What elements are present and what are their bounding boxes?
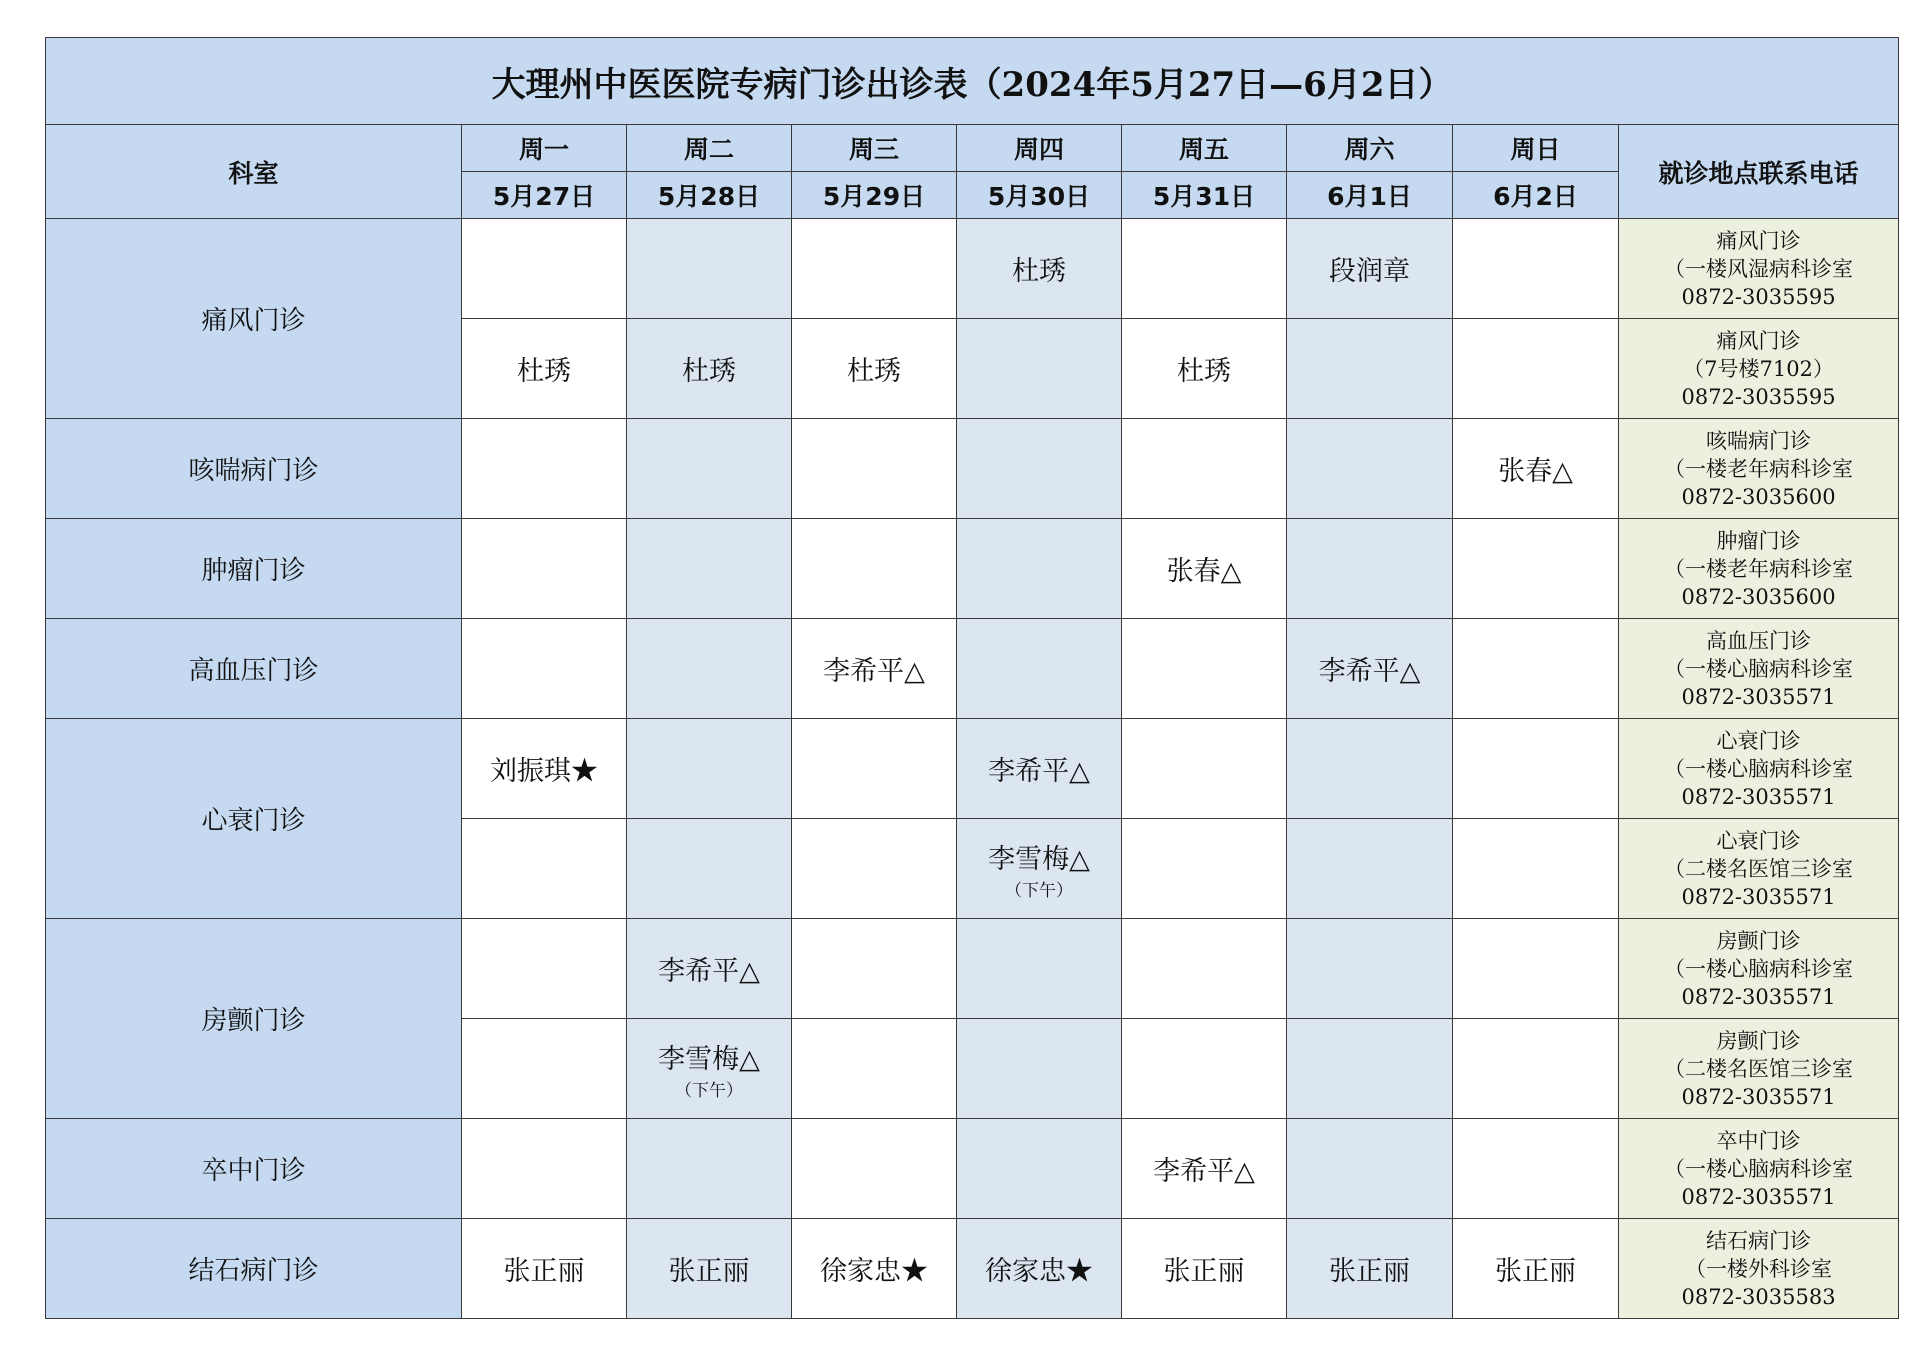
contact-phone: 0872-3035571 [1681,784,1836,809]
contact-phone: 0872-3035600 [1681,484,1836,509]
doctor-name: 张正丽 [1495,1256,1576,1287]
table-row [46,919,1899,1019]
location-cell [1619,619,1899,719]
clinic-name: 房颤门诊 [1716,1028,1801,1053]
department-name: 肿瘤门诊 [46,519,462,619]
header-dept: 科室 [46,125,462,219]
table-row [46,1119,1899,1219]
schedule-cell [627,419,792,519]
schedule-cell [627,519,792,619]
doctor-name: 李希平△ [823,656,925,687]
department-name: 心衰门诊 [46,719,462,919]
department-name: 高血压门诊 [46,619,462,719]
location-cell [1619,919,1899,1019]
schedule-cell [957,419,1122,519]
schedule-cell [792,519,957,619]
schedule-cell [1287,219,1453,319]
schedule-cell [1453,1119,1619,1219]
schedule-cell [1122,919,1287,1019]
header-weekday: 周五 [1122,125,1287,172]
schedule-cell [1287,1219,1453,1319]
department-name: 房颤门诊 [46,919,462,1119]
schedule-cell [1453,519,1619,619]
header-weekday: 周四 [957,125,1122,172]
doctor-name: 李希平△ [658,956,760,987]
schedule-cell [462,519,627,619]
contact-phone: 0872-3035571 [1681,1184,1836,1209]
schedule-cell [792,219,957,319]
schedule-cell [792,719,957,819]
table-row [46,519,1899,619]
schedule-cell [1287,919,1453,1019]
table-row [46,619,1899,719]
doctor-name: 杜琇 [517,356,571,387]
schedule-cell [627,919,792,1019]
clinic-room: （二楼名医馆三诊室 [1664,1056,1854,1081]
clinic-room: （7号楼7102） [1683,356,1834,381]
header-weekday: 周一 [462,125,627,172]
schedule-cell [1287,819,1453,919]
schedule-cell [627,619,792,719]
schedule-cell [1287,1119,1453,1219]
doctor-name: 张春△ [1498,456,1573,487]
location-cell [1619,1219,1899,1319]
header-date: 5月31日 [1122,172,1287,219]
schedule-cell [627,1219,792,1319]
schedule-cell [1453,419,1619,519]
clinic-room: （一楼风湿病科诊室 [1664,256,1854,281]
contact-phone: 0872-3035595 [1681,284,1836,309]
clinic-name: 高血压门诊 [1706,628,1812,653]
clinic-room: （一楼外科诊室 [1685,1256,1833,1281]
clinic-name: 痛风门诊 [1716,228,1801,253]
department-name: 痛风门诊 [46,219,462,419]
schedule-cell [627,219,792,319]
schedule-cell [462,219,627,319]
header-weekday: 周三 [792,125,957,172]
schedule-cell [1287,419,1453,519]
clinic-room: （一楼老年病科诊室 [1664,456,1854,481]
location-cell [1619,719,1899,819]
doctor-name: 张正丽 [503,1256,585,1287]
contact-phone: 0872-3035571 [1681,684,1836,709]
schedule-cell [1122,519,1287,619]
schedule-body [46,219,1899,1319]
schedule-cell [627,1119,792,1219]
location-cell [1619,319,1899,419]
schedule-cell [462,919,627,1019]
doctor-name: 段润章 [1329,256,1410,287]
doctor-name: 李希平△ [1153,1156,1255,1187]
schedule-cell [1287,519,1453,619]
doctor-name: 张春△ [1166,556,1242,587]
schedule-cell [792,1219,957,1319]
schedule-cell [1287,1019,1453,1119]
schedule-cell [462,619,627,719]
clinic-name: 痛风门诊 [1716,328,1801,353]
schedule-cell [957,819,1122,919]
schedule-cell [1122,1019,1287,1119]
schedule-cell [957,219,1122,319]
schedule-cell [1122,719,1287,819]
location-cell [1619,1019,1899,1119]
header-weekday: 周六 [1287,125,1453,172]
header-date: 5月30日 [957,172,1122,219]
schedule-cell [1287,619,1453,719]
clinic-name: 肿瘤门诊 [1716,528,1801,553]
schedule-cell [1453,219,1619,319]
header-weekday: 周日 [1453,125,1619,172]
schedule-cell [1122,619,1287,719]
doctor-name: 杜琇 [1177,356,1231,387]
table-title: 大理州中医医院专病门诊出诊表（2024年5月27日—6月2日） [46,38,1899,125]
schedule-cell [957,319,1122,419]
schedule-cell [792,1119,957,1219]
location-cell [1619,819,1899,919]
doctor-name: 张正丽 [1329,1256,1410,1287]
doctor-name: 杜琇 [682,356,736,387]
clinic-name: 卒中门诊 [1716,1128,1801,1153]
location-cell [1619,419,1899,519]
schedule-cell [792,419,957,519]
location-cell [1619,219,1899,319]
schedule-cell [957,619,1122,719]
doctor-name: 杜琇 [847,356,901,387]
schedule-cell [957,1219,1122,1319]
doctor-name: 徐家忠★ [985,1256,1093,1287]
clinic-name: 心衰门诊 [1716,828,1801,853]
clinic-room: （二楼名医馆三诊室 [1664,856,1854,881]
schedule-cell [1122,419,1287,519]
schedule-cell [1453,1019,1619,1119]
schedule-cell [627,719,792,819]
clinic-room: （一楼心脑病科诊室 [1664,956,1854,981]
header-date: 6月1日 [1287,172,1453,219]
time-note: （下午） [1005,880,1073,901]
schedule-cell [462,1019,627,1119]
schedule-cell [462,1119,627,1219]
schedule-cell [792,919,957,1019]
schedule-cell [957,919,1122,1019]
schedule-cell [1453,319,1619,419]
schedule-cell [462,1219,627,1319]
schedule-cell [1122,319,1287,419]
clinic-room: （一楼心脑病科诊室 [1664,656,1854,681]
doctor-name: 张正丽 [1163,1256,1245,1287]
doctor-name: 李雪梅△ [988,843,1090,875]
schedule-cell [462,819,627,919]
schedule-cell [462,719,627,819]
schedule-cell [1122,819,1287,919]
department-name: 咳喘病门诊 [46,419,462,519]
clinic-name: 心衰门诊 [1716,728,1801,753]
doctor-name: 李希平△ [988,756,1090,787]
schedule-cell [1122,1219,1287,1319]
contact-phone: 0872-3035571 [1681,1084,1836,1109]
schedule-cell [627,1019,792,1119]
schedule-cell [1287,319,1453,419]
clinic-name: 咳喘病门诊 [1706,428,1812,453]
schedule-cell [1453,719,1619,819]
schedule-cell [957,1019,1122,1119]
doctor-name: 刘振琪★ [490,756,598,787]
schedule-cell [1122,1119,1287,1219]
clinic-room: （一楼心脑病科诊室 [1664,1156,1854,1181]
contact-phone: 0872-3035571 [1681,884,1836,909]
schedule-cell [792,619,957,719]
doctor-name: 李雪梅△ [658,1043,760,1075]
schedule-cell [1453,619,1619,719]
schedule-cell [792,819,957,919]
department-name: 卒中门诊 [46,1119,462,1219]
header-weekday: 周二 [627,125,792,172]
department-name: 结石病门诊 [46,1219,462,1319]
schedule-cell [1287,719,1453,819]
schedule-cell [1453,1219,1619,1319]
schedule-cell [627,819,792,919]
contact-phone: 0872-3035583 [1681,1284,1836,1309]
schedule-cell [1122,219,1287,319]
doctor-name: 杜琇 [1012,256,1066,287]
location-cell [1619,1119,1899,1219]
schedule-cell [957,719,1122,819]
clinic-name: 结石病门诊 [1706,1228,1812,1253]
contact-phone: 0872-3035595 [1681,384,1836,409]
contact-phone: 0872-3035571 [1681,984,1836,1009]
schedule-cell [957,519,1122,619]
header-date: 5月27日 [462,172,627,219]
schedule-cell [462,319,627,419]
clinic-room: （一楼老年病科诊室 [1664,556,1854,581]
header-location: 就诊地点联系电话 [1619,125,1899,219]
time-note: （下午） [675,1080,743,1101]
schedule-table [45,37,1899,1319]
table-row [46,719,1899,819]
schedule-cell [462,419,627,519]
header-date: 6月2日 [1453,172,1619,219]
header-date: 5月28日 [627,172,792,219]
location-cell [1619,519,1899,619]
doctor-name: 李希平△ [1318,656,1421,687]
schedule-cell [627,319,792,419]
clinic-name: 房颤门诊 [1716,928,1801,953]
header-date: 5月29日 [792,172,957,219]
schedule-cell [792,1019,957,1119]
doctor-name: 张正丽 [668,1256,750,1287]
schedule-cell [792,319,957,419]
contact-phone: 0872-3035600 [1681,584,1836,609]
clinic-room: （一楼心脑病科诊室 [1664,756,1854,781]
doctor-name: 徐家忠★ [820,1256,928,1287]
table-row [46,1219,1899,1319]
table-row [46,219,1899,319]
table-row [46,419,1899,519]
schedule-cell [1453,919,1619,1019]
schedule-cell [957,1119,1122,1219]
schedule-cell [1453,819,1619,919]
